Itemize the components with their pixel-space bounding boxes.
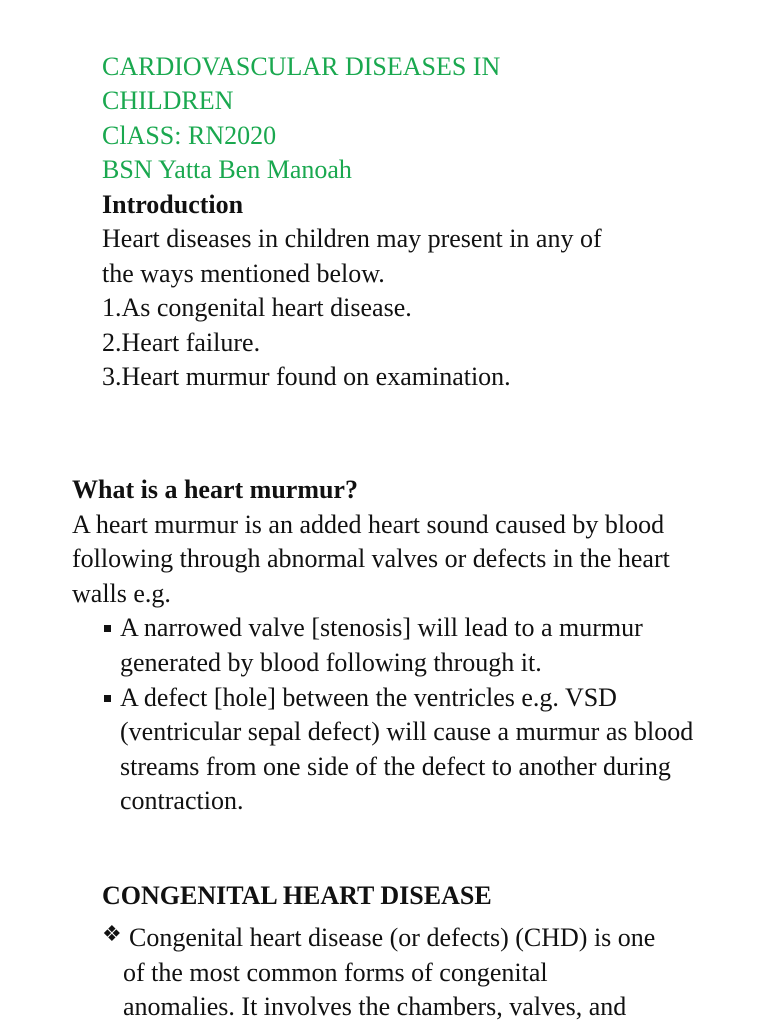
heart-murmur-bullet-list bbox=[72, 611, 762, 819]
bullet-text-line: streams from one side of the defect to another during bbox=[120, 751, 671, 781]
bullet-text-line: contraction. bbox=[120, 786, 244, 816]
square-bullet-icon bbox=[104, 625, 111, 632]
congenital-heart-disease-section bbox=[102, 879, 742, 1025]
heart-murmur-text-line-3: walls e.g. bbox=[72, 578, 171, 608]
bullet-text-line: (ventricular sepal defect) will cause a murmur as blood bbox=[120, 717, 694, 747]
introduction-text-line-1: Heart diseases in children may present in any of bbox=[102, 224, 602, 254]
diamond-bullet-icon: ❖ bbox=[102, 922, 122, 948]
heart-murmur-heading: What is a heart murmur? bbox=[72, 475, 358, 504]
introduction-heading: Introduction bbox=[102, 190, 244, 219]
congenital-text-line-1: Congenital heart disease (or defects) (CHD) is one bbox=[129, 923, 656, 953]
square-bullet-icon bbox=[104, 695, 111, 702]
title-line-2: CHILDREN bbox=[102, 86, 234, 116]
heart-murmur-text-line-1: A heart murmur is an added heart sound caused by blood bbox=[72, 509, 665, 539]
introduction-item-3: 3.Heart murmur found on examination. bbox=[102, 362, 511, 392]
introduction-item-1: 1.As congenital heart disease. bbox=[102, 293, 412, 323]
introduction-text-line-2: the ways mentioned below. bbox=[102, 258, 385, 288]
congenital-text-line-2: of the most common forms of congenital bbox=[123, 957, 548, 987]
introduction-section bbox=[102, 188, 722, 394]
author-line: BSN Yatta Ben Manoah bbox=[102, 155, 352, 185]
bullet-text-line: A defect [hole] between the ventricles e.g. VSD bbox=[120, 682, 617, 712]
list-item bbox=[72, 681, 762, 819]
list-item bbox=[72, 611, 762, 680]
title-line-1: CARDIOVASCULAR DISEASES IN bbox=[102, 52, 501, 81]
document-header bbox=[102, 50, 702, 188]
bullet-text-line: generated by blood following through it. bbox=[120, 647, 542, 677]
congenital-text-line-3: anomalies. It involves the chambers, valves, and bbox=[123, 992, 627, 1022]
heart-murmur-section bbox=[72, 473, 762, 819]
congenital-heart-disease-heading: CONGENITAL HEART DISEASE bbox=[102, 881, 492, 910]
class-line: ClASS: RN2020 bbox=[102, 120, 277, 150]
heart-murmur-text-line-2: following through abnormal valves or defects in the heart bbox=[72, 544, 670, 574]
bullet-text-line: A narrowed valve [stenosis] will lead to a murmur bbox=[120, 613, 643, 643]
list-item bbox=[102, 921, 742, 1024]
introduction-item-2: 2.Heart failure. bbox=[102, 327, 261, 357]
